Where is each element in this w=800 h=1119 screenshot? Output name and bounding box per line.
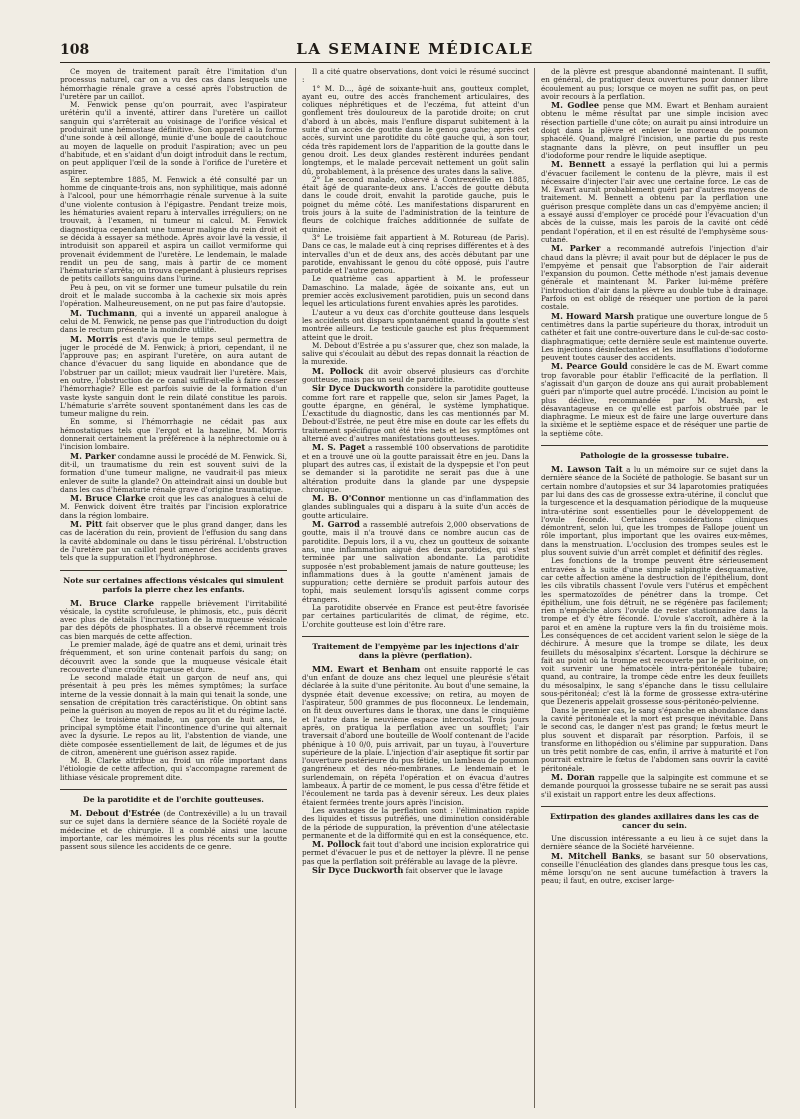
speaker-name: Sir Dyce Duckworth: [312, 865, 404, 876]
paragraph: [541, 244, 768, 311]
paragraph-text: fait observer que le lavage: [403, 866, 503, 876]
speaker-name: M. Bruce Clarke: [70, 597, 154, 608]
section-heading: Note sur certaines affections vésicales qui simulent parfois la pierre chez les enfants.: [60, 570, 287, 594]
paragraph-text: est d'avis que le temps seul permettra de juger le procédé de M. Fenwick; à priori, cependant, il ne l'approuve pas; en aspirant l'uretère, on aura autant de chance d'évacuer du sang liquide en abondance que de l'obstruer par un caillot; mieux vaudrait lier l'uretère. Mais, en outre, l'obstruction de ce canal suffirait-elle à faire cesser l'hémorrhagie? Elle est parfois suivie de la formation d'un vaste kyste sanguin dont le rein dilaté constitue les parois. L'hématurie s'arrête souvent spontanément dans les cas de tumeur maligne du rein.: [60, 334, 287, 419]
paragraph: [302, 494, 529, 520]
speaker-name: M. Debout d'Estrée: [70, 808, 161, 819]
paragraph: [60, 309, 287, 335]
paragraph-text: L'auteur a vu deux cas d'orchite goutteuse dans lesquels les accidents ont disparu spontanément quand la goutte s'est montrée ailleurs. Le testicule gauche est plus fréquemment atteint que le droit.: [302, 307, 529, 342]
paragraph: [302, 807, 529, 840]
column-divider: [295, 68, 296, 1108]
paragraph-text: rappelle que la salpingite est commune et se demande pourquoi la grossesse tubaire ne se serait pas aussi s'il existait un rapport entre les deux affections.: [541, 773, 768, 799]
paragraph: [60, 101, 287, 176]
paragraph-text: M. Debout d'Estrée a pu s'assurer que, chez son malade, la salive qui s'écoulait au début des repas donnait la réaction de la murexide.: [302, 340, 529, 367]
paragraph-text: 1° M. D..., âgé de soixante-huit ans, goutteux complet, ayant eu, outre des accès franchement articulaires, des coliques néphrétiques et de l'eczéma, fut atteint d'un gonflement très douloureux de la parotide droite; on crut d'abord à un abcès, mais l'enflure disparut subitement à la suite d'un accès de goutte dans le genou gauche; après cet accès, survint une parotidite du côté gauche qui, à son tour, céda très rapidement lors de l'apparition de la goutte dans le genou droit. Les deux glandes restèrent indurées pendant longtemps, et le malade percevait nettement un goût salin dû, probablement, à la présence des urates dans la salive.: [302, 83, 529, 176]
text-column-1: [60, 68, 287, 1113]
paragraph: [302, 85, 529, 176]
paragraph: [60, 520, 287, 562]
paragraph: [541, 312, 768, 363]
paragraph: [60, 716, 287, 757]
speaker-name: M. Bruce Clarke: [70, 493, 146, 504]
paragraph-text: pense que MM. Ewart et Benham auraient obtenu le même résultat par une simple incision avec résection partielle d'une côte; on aurait pu ainsi introduire un doigt dans la plèvre et enlever le morceau de poumon sphacélé. Quand, malgré l'incision, une partie du pus reste stagnante dans la plèvre, on peut insuffler un peu d'iodoforme pour rendre le liquide aseptique.: [541, 101, 768, 160]
paragraph: [541, 68, 768, 101]
paragraph: [60, 335, 287, 419]
paragraph-text: fait observer que le plus grand danger, dans les cas de lacération du rein, provient de l'effusion du sang dans la cavité abdominale ou dans le tissu périrénal. L'obstruction de l'uretère par un caillot peut amener des accidents graves tels que la suppuration et l'hydronéphrose.: [60, 520, 287, 563]
paragraph: [302, 342, 529, 367]
paragraph-text: Ce moyen de traitement paraît être l'imitation d'un processus naturel, car on a vu des cas dans lesquels une hémorrhagie rénale grave a cessé après l'obstruction de l'uretère par un caillot.: [60, 68, 287, 101]
page-header: [60, 38, 770, 63]
speaker-name: M. Mitchell Banks: [551, 850, 641, 861]
paragraph-text: de la plèvre est presque abandonné maintenant. Il suffit, en général, de pratiquer deux ouvertures pour donner libre écoulement au pus; lorsque ce moyen ne suffit pas, on peut avoir recours à la perflation.: [541, 68, 768, 101]
speaker-name: M. B. O'Connor: [312, 493, 385, 504]
paragraph: [541, 852, 768, 886]
paragraph: [302, 384, 529, 443]
speaker-name: M. Pearce Gould: [551, 361, 628, 372]
paragraph: [60, 176, 287, 284]
speaker-name: M. Pitt: [70, 519, 103, 530]
paragraph: [302, 275, 529, 308]
speaker-name: M. Bennett: [551, 159, 606, 170]
paragraph-text: , se basant sur 50 observations, conseille l'énucléation des glandes dans presque tous les cas, même lorsqu'on ne sent aucune tuméfaction à travers la peau; il faut, en outre, exciser large-: [541, 851, 768, 886]
paragraph: [541, 160, 768, 244]
paragraph: [302, 665, 529, 807]
paragraph: [302, 443, 529, 494]
paragraph: [302, 866, 529, 875]
paragraph-text: M. B. Clarke attribue au froid un rôle important dans l'étiologie de cette affection, qui s'accompagne rarement de lithiase vésicale proprement dite.: [60, 756, 287, 782]
paragraph-text: considère le cas de M. Ewart comme trop favorable pour établir l'efficacité de la perflation. Il s'agissait d'un garçon de douze ans qui aurait probablement guéri par n'importe quel autre procédé. L'incision au point le plus déclive, recommandée par M. Marsh, est désavantageuse en ce qu'elle est parfois obstruée par le diaphragme. Le mieux est de faire une large ouverture dans la sixième et le septième espace et de réséquer une partie de la septième côte.: [541, 362, 768, 438]
paragraph: [302, 520, 529, 604]
journal-title: LA SEMAINE MÉDICALE: [296, 40, 534, 58]
paragraph: [541, 707, 768, 773]
paragraph: [60, 284, 287, 309]
paragraph-text: a lu un mémoire sur ce sujet dans la dernière séance de la Société de pathologie. Se basant sur un certain nombre d'autopsies et sur 34 laparotomies pratiquées par lui dans des cas de grossesse extra-utérine, il conclut que la turgescence et la desquamation périodique de la muqueuse intra-utérine sont essentielles pour le développement de l'ovule fécondé. Certaines considérations cliniques démontrent, selon lui, que les trompes de Fallope jouent un rôle important, plus important que les ovaires eux-mêmes, dans la menstruation. L'occlusion des trompes seules est le plus souvent suivie d'un arrêt complet et définitif des règles.: [541, 465, 768, 558]
speaker-name: M. Godlee: [551, 100, 600, 111]
paragraph-text: Peu à peu, on vit se former une tumeur pulsatile du rein droit et le malade succomba à la cachexie six mois après l'opération. Malheureusement, on ne put pas faire d'autopsie.: [60, 282, 287, 309]
speaker-name: M. Garrod: [312, 519, 360, 530]
speaker-name: MM. Ewart et Benham: [312, 663, 421, 674]
speaker-name: M. Doran: [551, 772, 595, 783]
paragraph-text: La parotidite observée en France est peut-être favorisée par certaines particularités de climat, de régime, etc. L'orchite goutteuse est loin d'être rare.: [302, 603, 529, 629]
paragraph: [541, 362, 768, 438]
speaker-name: M. Pollock: [312, 365, 364, 376]
section-heading: De la parotidite et de l'orchite goutteuses.: [60, 789, 287, 804]
paragraph-text: dit avoir observé plusieurs cas d'orchite goutteuse, mais pas un seul de parotidite.: [302, 366, 529, 384]
paragraph: [60, 494, 287, 520]
paragraph: [60, 68, 287, 101]
paragraph-text: Le premier malade, âgé de quatre ans et demi, urinait très fréquemment, et son urine contenait parfois du sang; on découvrit avec la sonde que la muqueuse vésicale était recouverte d'une croûte rugueuse et dure.: [60, 640, 287, 674]
paragraph-text: Il a cité quatre observations, dont voici le résumé succinct :: [302, 68, 529, 85]
paragraph-text: ont ensuite rapporté le cas d'un enfant de douze ans chez lequel une pleurésie s'était déclarée à la suite d'une péritonite. Au bout d'une semaine, la dyspnée était devenue excessive; on retira, au moyen de l'aspirateur, 500 grammes de pus floconneux. Le lendemain, on fit deux ouvertures dans le thorax, une dans le cinquième et l'autre dans le neuvième espace intercostal. Trois jours après, on pratiqua la perflation avec un soufflet; l'air traversait d'abord une bouteille de Woolf contenant de l'acide phénique à 10 0/0, puis arrivait, par un tuyau, à l'ouverture supérieure de la plaie. L'injection d'air aseptique fit sortir par l'ouverture postérieure du pus fétide, un lambeau de poumon gangréneux et des néo-membranes. Le lendemain et le surlendemain, on répéta l'opération et on évacua d'autres lambeaux. À partir de ce moment, le pus cessa d'être fétide et l'écoulement ne tarda pas à devenir séreux. Les deux plaies étaient fermées trente jours après l'incision.: [302, 664, 529, 807]
speaker-name: Sir Dyce Duckworth: [312, 383, 405, 394]
paragraph: [541, 557, 768, 706]
speaker-name: M. Pollock: [312, 839, 361, 850]
paragraph: [302, 309, 529, 342]
paragraph: [541, 835, 768, 852]
paragraph-text: condamne aussi le procédé de M. Fenwick. Si, dit-il, un traumatisme du rein est souvent suivi de la formation d'une tumeur maligne, ne vaudrait-il pas mieux enlever de suite la glande? On atteindrait ainsi un double but dans les cas d'hématurie rénale grave d'origine traumatique.: [60, 451, 287, 494]
paragraph-text: , qui a inventé un appareil analogue à celui de M. Fenwick, ne pense pas que l'introduction du doigt dans le rectum présente la moindre utilité.: [60, 308, 287, 335]
paragraph: [302, 840, 529, 866]
paragraph-text: 2° Le second malade, observé à Contrexéville en 1885, était âgé de quarante-deux ans. L'accès de goutte débuta dans le coude droit, envahit la parotide gauche, puis le poignet du même côté. Les manifestations disparurent en trois jours à la suite de l'administration de la teinture de fleurs de colchique fraîches additionnée de sulfate de quinine.: [302, 174, 529, 234]
paragraph-text: (de Contrexéville) a lu un travail sur ce sujet dans la dernière séance de la Société royale de médecine et de chirurgie. Il a comblé ainsi une lacune importante, car les mémoires les plus récents sur la goutte passent sous silence les accidents de ce genre.: [60, 809, 287, 852]
section-heading: Extirpation des glandes axillaires dans les cas de cancer du sein.: [541, 806, 768, 830]
paragraph-text: Chez le troisième malade, un garçon de huit ans, le principal symptôme était l'incontinence d'urine qui alternait avec la dysurie. Le repos au lit, l'abstention de viande, une diète composée essentiellement de lait, de légumes et de jus de citron, amenèrent une guérison assez rapide.: [60, 714, 287, 757]
speaker-name: M. Morris: [70, 333, 118, 344]
paragraph-text: considère la parotidite goutteuse comme fort rare et rappelle que, selon sir James Paget, la goutte épargne, en général, le système lymphatique. L'exactitude du diagnostic, dans les cas mentionnés par M. Debout-d'Estrée, ne peut être mise en doute car les effets du traitement spécifique ont été très nets et les symptômes ont alterné avec d'autres manifestations goutteuses.: [302, 384, 529, 444]
paragraph: [60, 418, 287, 451]
paragraph: [541, 465, 768, 557]
paragraph: [60, 674, 287, 715]
paragraph: [541, 773, 768, 799]
paragraph-text: En septembre 1885, M. Fenwick a été consulté par un homme de cinquante-trois ans, non syphilitique, mais adonné à l'alcool, pour une hémorrhagie rénale survenue à la suite d'une violente contusion à l'épigastre. Pendant treize mois, les hématuries avaient reparu à intervalles irréguliers; on ne trouvait, à l'examen, ni tumeur ni calcul. M. Fenwick diagnostiqua cependant une tumeur maligne du rein droit et se décida à essayer sa méthode. Après avoir lavé la vessie, il introduisit son appareil et aspira un caillot vermiforme qui provenait évidemment de l'uretère. Le lendemain, le malade rendit un peu de sang, mais à partir de ce moment l'hématurie s'arrêta; on trouva cependant à plusieurs reprises de petits caillots sanguins dans l'urine.: [60, 174, 287, 284]
paragraph: [302, 68, 529, 85]
text-column-3: [541, 68, 768, 1113]
paragraph-text: a rassemblé 100 observations de parotidite et en a trouvé une où la goutte paraissait être en jeu. Dans la plupart des autres cas, il existait de la dyspepsie et l'on peut se demander si la parotidite ne serait pas due à une altération produite dans la glande par une dyspepsie chronique.: [302, 443, 529, 494]
paragraph-text: rappelle brièvement l'irritabilité vésicale, la cystite scrofuleuse, le phimosis, etc., puis décrit avec plus de détails l'incrustation de la muqueuse vésicale par des dépôts de phosphates. Il a observé récemment trois cas bien marqués de cette affection.: [60, 598, 287, 641]
paragraph: [60, 809, 287, 851]
paragraph-text: Le quatrième cas appartient à M. le professeur Damaschino. La malade, âgée de soixante ans, eut un premier accès exclusivement parotidien, puis un second dans lequel les articulations furent envahies après les parotides.: [302, 274, 529, 309]
section-heading: Traitement de l'empyème par les injections d'air dans la plèvre (perflation).: [302, 636, 529, 660]
paragraph-text: mentionne un cas d'inflammation des glandes sublinguales qui a disparu à la suite d'un accès de goutte articulaire.: [302, 494, 529, 520]
text-column-2: [302, 68, 529, 1113]
paragraph-text: a essayé la perflation qui lui a permis d'évacuer facilement le contenu de la plèvre, mais il est nécessaire d'injecter l'air avec une certaine force. Le cas de M. Ewart aurait probablement guéri par d'autres moyens de traitement. M. Bennett a obtenu par la perflation une guérison presque complète dans un cas d'empyème ancien; il a essayé aussi d'employer ce procédé pour l'évacuation d'un abcès de la cuisse, mais les parois de la cavité ont cédé pendant l'opération, et il en est résulté de l'emphysème sous-cutané.: [541, 160, 768, 244]
speaker-name: M. Lawson Tait: [551, 464, 623, 475]
paragraph-text: a recommandé autrefois l'injection d'air chaud dans la plèvre; il avait pour but de déplacer le pus de l'empyème et pensait que l'absorption de l'air aiderait l'expansion du poumon. Cette méthode n'est jamais devenue générale et maintenant M. Parker lui-même préfère l'introduction d'air dans la plèvre au double tube à drainage. Parfois on est obligé de réséquer une portion de la paroi costale.: [541, 244, 768, 312]
paragraph-text: Dans le premier cas, le sang s'épanche en abondance dans la cavité péritonéale et la mort est presque inévitable. Dans le second cas, le danger n'est pas grand; le fœtus meurt le plus souvent et disparaît par résorption. Parfois, il se transforme en lithopédion ou s'élimine par suppuration. Dans un très petit nombre de cas, enfin, il arrive à maturité et l'on pourrait extraire le fœtus de l'abdomen sans ouvrir la cavité péritonéale.: [541, 705, 768, 773]
paragraph: [60, 452, 287, 494]
paragraph-text: fait tout d'abord une incision exploratrice qui permet d'évacuer le pus et de nettoyer la plèvre. Il ne pense pas que la perflation soit préférable au lavage de la plèvre.: [302, 840, 529, 866]
speaker-name: M. S. Paget: [312, 442, 366, 453]
paragraph-text: Les fonctions de la trompe peuvent être sérieusement entravées à la suite d'une simple salpingite desquamative, car cette affection amène la destruction de l'épithélium, dont les cils vibratils chassent l'ovule vers l'utérus et empêchent les spermatozoïdes de pénétrer dans la trompe. Cet épithélium, une fois détruit, ne se régénère pas facilement; rien n'empêche alors l'ovule de rester stationnaire dans la trompe et d'y être fécondé. L'ovule s'accroît, adhère à la paroi et en amène la rupture vers la fin du troisième mois. Les conséquences de cet accident varient selon le siège de la déchirure. À mesure que la trompe se dilate, les deux feuillets du mésosalpinx s'écartent. Lorsque la déchirure se fait au point où la trompe est recouverte par le péritoine, on voit survenir une hématocèle intra-péritonéale tubaire; quand, au contraire, la trompe cède entre les deux feuillets du mésosalpinx, le sang s'épanche dans le tissu cellulaire sous-péritonéal; c'est là la forme de grossesse extra-utérine que Dezeneris appelait grossesse sous-péritonéo-pelvienne.: [541, 556, 768, 707]
speaker-name: M. Parker: [551, 243, 601, 254]
paragraph: [541, 101, 768, 160]
paragraph-text: 3° Le troisième fait appartient à M. Rotureau (de Paris). Dans ce cas, le malade eut à cinq reprises différentes et à des intervalles d'un et de deux ans, des accès débutant par une parotide, envahissant le genou du côté opposé, puis l'autre parotide et l'autre genou.: [302, 232, 529, 276]
paragraph: [60, 641, 287, 674]
section-heading: Pathologie de la grossesse tubaire.: [541, 445, 768, 460]
speaker-name: M. Tuchmann: [70, 307, 135, 318]
page-number: 108: [60, 42, 90, 58]
paragraph-text: M. Fenwick pense qu'on pourrait, avec l'aspirateur urétérin qu'il a inventé, attirer dans l'uretère un caillot sanguin qui s'arrêterait au voisinage de l'orifice vésical et produirait une hémostase définitive. Son appareil a la forme d'une sonde à œil allongé, munie d'une boule de caoutchouc au moyen de laquelle on produit l'aspiration; avec un peu d'habitude, et en s'aidant d'un doigt introduit dans le rectum, on peut appliquer l'œil de la sonde à l'orifice de l'uretère et aspirer.: [60, 100, 287, 176]
paragraph-text: pratique une ouverture longue de 5 centimètres dans la partie supérieure du thorax, introduit un cathéter et fait une contre-ouverture dans le cul-de-sac costo-diaphragmatique; cette dernière seule est maintenue ouverte. Les injections désinfectantes et les insufflations d'iodoforme peuvent toutes causer des accidents.: [541, 311, 768, 363]
paragraph: [302, 234, 529, 275]
speaker-name: M. Parker: [70, 450, 116, 461]
paragraph: [60, 757, 287, 782]
column-divider: [534, 68, 535, 1108]
paragraph: [302, 604, 529, 629]
paragraph: [60, 599, 287, 641]
speaker-name: M. Howard Marsh: [551, 310, 635, 321]
paragraph: [302, 367, 529, 385]
paragraph: [302, 176, 529, 234]
paragraph-text: Une discussion intéressante a eu lieu à ce sujet dans la dernière séance de la Société harvéienne.: [541, 833, 768, 852]
paragraph-text: croit que les cas analogues à celui de M. Fenwick doivent être traités par l'incision exploratrice dans la région lombaire.: [60, 494, 287, 520]
paragraph-text: Les avantages de la perflation sont : l'élimination rapide des liquides et tissus putréfiés, une diminution considérable de la période de suppuration, la prévention d'une atélectasie permanente et de la difformité qui en est la conséquence, etc.: [302, 805, 529, 840]
paragraph-text: Le second malade était un garçon de neuf ans, qui présentait à peu près les mêmes symptômes; la surface interne de la vessie donnait à la main qui tenait la sonde, une sensation de crépitation très caractéristique. On obtint sans peine la guérison au moyen de repos au lit et du régime lacté.: [60, 673, 287, 716]
paragraph-text: En somme, si l'hémorrhagie ne cédait pas aux hémostatiques tels que l'ergot et la hazeline, M. Morris donnerait certainement la préférence à la néphrectomie ou à l'incision lombaire.: [60, 417, 287, 452]
paragraph-text: a rassemblé autrefois 2,000 observations de goutte, mais il n'a trouvé dans ce nombre aucun cas de parotidite. Depuis lors, il a vu, chez un goutteux de soixante ans, une inflammation aiguë des deux parotides, qui s'est terminée par une salivation abondante. La parotidite supposée n'est probablement jamais de nature goutteuse; les inflammations dues à la goutte n'amènent jamais de suppuration; cette dernière se produit parfois autour des tophi, mais seulement lorsqu'ils agissent comme corps étrangers.: [302, 520, 529, 604]
